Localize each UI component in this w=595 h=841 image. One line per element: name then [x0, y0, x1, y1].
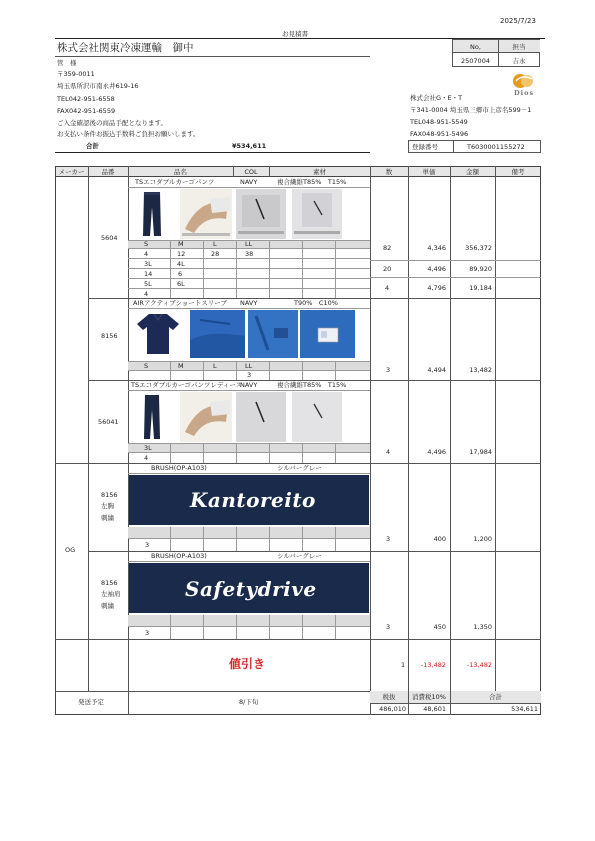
- emb1-amount: 1,200: [473, 535, 492, 543]
- customer-fax: FAX042-951-6559: [57, 107, 116, 115]
- item1-size-4l: 4L: [177, 260, 185, 268]
- footer-totals-line: [370, 703, 541, 704]
- size-grid-line: [236, 361, 237, 380]
- size-grid-line: [128, 278, 370, 279]
- item3-photo-front: [132, 392, 172, 442]
- item1-part-no: 5604: [101, 234, 118, 242]
- emb1-part-no: 8156: [101, 491, 118, 499]
- item2-qty: 3: [386, 366, 391, 374]
- pocket-detail-icon: [292, 189, 342, 239]
- emb1-position: 左胸: [101, 502, 114, 510]
- item1-line1-qty: 82: [383, 244, 392, 252]
- item1-qty-s: 4: [144, 250, 149, 258]
- maker-og-label: OG: [65, 546, 76, 554]
- item1-color: NAVY: [240, 178, 258, 186]
- registration-box: [408, 140, 541, 153]
- item2-amount: 13,482: [469, 366, 492, 374]
- emb1-size-strip: [128, 527, 370, 538]
- grand-total-value: ¥534,611: [232, 142, 267, 150]
- item3-name: TSエコダブルカーゴパンツレディース: [131, 381, 242, 389]
- staff-value: 吉永: [512, 57, 526, 65]
- grand-total-underline: [55, 152, 370, 153]
- item1-qty-5l: 4: [144, 290, 149, 298]
- item1-size-5l: 5L: [144, 280, 152, 288]
- registration-divider: [453, 141, 454, 153]
- staff-label: 担当: [512, 43, 526, 51]
- ship-value: 8/下旬: [239, 698, 259, 706]
- item2-color: NAVY: [240, 299, 258, 307]
- item3-qty: 4: [386, 448, 391, 456]
- col-divider: [269, 166, 270, 177]
- item1-line3-qty: 4: [385, 284, 390, 292]
- col-header-color: COL: [244, 168, 258, 176]
- item1-line3-amount: 19,184: [469, 284, 492, 292]
- emb2-unit: 450: [433, 623, 446, 631]
- col-divider: [88, 166, 89, 691]
- size-grid-line: [128, 248, 370, 249]
- col-header-name: 品名: [174, 168, 187, 176]
- size-grid-line: [335, 615, 336, 639]
- size-grid-line: [269, 443, 270, 463]
- item2-photo-detail-2: [248, 310, 298, 358]
- discount-qty: 1: [401, 661, 406, 669]
- line-divider: [370, 277, 541, 278]
- size-grid-line: [302, 240, 303, 298]
- item3-material: 複合繊維T85% T15%: [277, 381, 347, 389]
- item3-size-header-strip: [128, 443, 370, 452]
- col-header-amount: 金額: [466, 168, 479, 176]
- item2-photo-detail-1: [190, 310, 245, 358]
- emb1-qty: 3: [386, 535, 391, 543]
- item1-line1-unit: 4,346: [427, 244, 446, 252]
- size-grid-line: [128, 288, 370, 289]
- registration-label: 登録番号: [412, 143, 438, 151]
- item1-name-underline: [128, 187, 370, 188]
- item2-name: AIRアクティブショートスリーブ: [133, 299, 227, 307]
- customer-address: 埼玉県所沢市南永井619-16: [57, 82, 139, 90]
- size-grid-line: [269, 361, 270, 380]
- company-name: 株式会社G・E・T: [410, 94, 463, 102]
- item3-photo-detail-3: [292, 392, 342, 442]
- size-grid-line: [335, 361, 336, 380]
- item1-line2-unit: 4,496: [427, 265, 446, 273]
- emb2-method: 刺繍: [101, 602, 114, 610]
- size-grid-line: [203, 443, 204, 463]
- size-grid-line: [302, 443, 303, 463]
- document-date: 2025/7/23: [500, 17, 536, 25]
- item1-size-3l: 3L: [144, 260, 152, 268]
- discount-label: 値引き: [229, 657, 266, 671]
- size-grid-line: [269, 527, 270, 551]
- number-value: 2507004: [461, 57, 490, 65]
- size-grid-line: [170, 527, 171, 551]
- item3-qty-3l: 4: [144, 454, 149, 462]
- pocket-detail-icon: [292, 392, 342, 442]
- size-grid-line: [203, 361, 204, 380]
- company-logo-text: Dios: [514, 89, 535, 97]
- item3-amount: 17,984: [469, 448, 492, 456]
- shirt-detail-icon: [248, 310, 298, 358]
- size-grid-line: [335, 240, 336, 298]
- company-tel: TEL048-951-5549: [410, 118, 468, 126]
- size-grid-line: [128, 538, 370, 539]
- size-grid-line: [170, 240, 171, 298]
- customer-attn: 管 様: [57, 59, 77, 67]
- size-grid-line: [236, 443, 237, 463]
- shirt-detail-icon: [190, 310, 245, 358]
- size-grid-line: [335, 443, 336, 463]
- emb1-size-qty: 3: [145, 541, 150, 549]
- emb1-method: 刺繍: [101, 514, 114, 522]
- item3-size-3l: 3L: [144, 444, 152, 452]
- pants-detail-icon: [180, 189, 232, 239]
- item1-size-m: M: [178, 240, 184, 248]
- col-header-part-no: 品番: [101, 168, 115, 176]
- customer-name-underline: [55, 56, 370, 57]
- number-box: [452, 39, 540, 67]
- size-grid-line: [236, 615, 237, 639]
- size-grid-line: [236, 527, 237, 551]
- item2-name-underline: [128, 308, 370, 309]
- col-header-maker: メーカー: [58, 168, 85, 176]
- item1-photo-detail-1: [180, 189, 232, 239]
- item1-size-ll: LL: [245, 240, 253, 248]
- size-grid-line: [128, 452, 370, 453]
- item2-size-m: M: [178, 362, 184, 370]
- size-grid-line: [269, 615, 270, 639]
- emb2-amount: 1,350: [473, 623, 492, 631]
- item1-name: TSエコダブルカーゴパンツ: [135, 178, 215, 186]
- emb1-font: BRUSH(OP-A103): [151, 464, 207, 472]
- item1-line1-amount: 356,372: [465, 244, 492, 252]
- customer-tel: TEL042-951-6558: [57, 95, 115, 103]
- footer-total-value: 534,611: [511, 705, 538, 713]
- size-grid-line: [170, 615, 171, 639]
- col-divider: [370, 166, 371, 715]
- item1-size-s: S: [144, 240, 149, 248]
- size-grid-line: [203, 527, 204, 551]
- size-grid-line: [128, 626, 370, 627]
- company-address: 〒341-0004 埼玉県三郷市上彦名599－1: [410, 106, 532, 114]
- emb2-position: 左袖肩: [101, 590, 121, 598]
- customer-zip: 〒359-0011: [57, 70, 95, 78]
- item1-photo-front: [132, 189, 172, 239]
- col-header-material: 素材: [313, 168, 326, 176]
- company-fax: FAX048-951-5496: [410, 130, 469, 138]
- pocket-detail-icon: [236, 392, 286, 442]
- emb2-size-strip: [128, 615, 370, 626]
- item1-size-6l: 6L: [177, 280, 185, 288]
- col-header-unit-price: 単価: [422, 168, 436, 176]
- item3-unit: 4,496: [427, 448, 446, 456]
- id-pocket-icon: [300, 310, 355, 358]
- document-title: お見積書: [282, 30, 308, 38]
- item1-photo-detail-3: [292, 189, 342, 239]
- item2-size-ll: LL: [245, 362, 253, 370]
- registration-value: T6030001155272: [467, 143, 525, 151]
- emb2-qty: 3: [386, 623, 391, 631]
- size-grid-line: [302, 527, 303, 551]
- note-payment-fee: お支払い条件お振込手数料ご負担お願いします。: [57, 130, 200, 138]
- item1-qty-m: 12: [177, 250, 186, 258]
- item1-line2-qty: 20: [383, 265, 392, 273]
- pants-icon: [132, 189, 172, 239]
- number-label: No,: [470, 43, 481, 51]
- emb1-thread-color: シルバーグレー: [277, 464, 322, 472]
- line-divider: [370, 260, 541, 261]
- tax-label: 消費税10%: [412, 693, 446, 701]
- item1-line3-unit: 4,796: [427, 284, 446, 292]
- item2-size-l: L: [213, 362, 217, 370]
- item1-size-l: L: [213, 240, 217, 248]
- emb2-part-no: 8156: [101, 579, 118, 587]
- emb2-size-qty: 3: [145, 629, 150, 637]
- size-grid-line: [335, 527, 336, 551]
- item2-part-no: 8156: [101, 332, 118, 340]
- emb1-unit: 400: [433, 535, 446, 543]
- item1-photo-detail-2: [236, 189, 286, 239]
- discount-amount: -13,482: [466, 661, 492, 669]
- item3-part-no: 56041: [98, 418, 119, 426]
- footer-total-label: 合計: [489, 693, 502, 701]
- pretax-label: 税抜: [382, 693, 396, 701]
- row-divider: [55, 639, 541, 640]
- emb2-preview-text: Safetydrive: [185, 577, 317, 601]
- size-grid-line: [236, 240, 237, 298]
- pants-detail-icon: [180, 392, 232, 442]
- tax-value: 48,601: [423, 705, 446, 713]
- pants-icon: [132, 392, 172, 442]
- item2-qty-ll: 3: [247, 371, 252, 379]
- item3-name-underline: [128, 390, 370, 391]
- item1-line2-amount: 89,920: [469, 265, 492, 273]
- item2-material: T90% C10%: [294, 299, 338, 307]
- col-header-qty: 数: [385, 168, 393, 176]
- footer-divider: [128, 691, 129, 715]
- item1-qty-ll: 38: [245, 250, 254, 258]
- note-payment-confirm: ご入金確認後の商品手配となります。: [57, 119, 167, 127]
- item1-qty-3l: 14: [144, 270, 153, 278]
- col-divider: [495, 166, 496, 691]
- item2-unit: 4,494: [427, 366, 446, 374]
- size-grid-line: [269, 240, 270, 298]
- discount-unit: -13,482: [420, 661, 446, 669]
- customer-name: 株式会社関東冷凍運輸 御中: [57, 42, 194, 54]
- size-grid-line: [203, 615, 204, 639]
- item2-photo-detail-3: [300, 310, 355, 358]
- size-grid-line: [203, 240, 204, 298]
- item1-qty-4l: 6: [178, 270, 183, 278]
- pocket-detail-icon: [236, 189, 286, 239]
- emb1-header-underline: [128, 473, 370, 474]
- size-grid-line: [302, 361, 303, 380]
- size-grid-line: [128, 268, 370, 269]
- grand-total-label: 合計: [86, 142, 99, 150]
- company-logo-icon: [510, 72, 538, 90]
- item2-photo-front: [135, 310, 181, 358]
- item3-color: NAVY: [240, 381, 258, 389]
- size-grid-line: [170, 361, 171, 380]
- col-divider: [233, 166, 234, 177]
- size-grid-line: [170, 443, 171, 463]
- item3-photo-detail-2: [236, 392, 286, 442]
- item1-qty-l: 28: [211, 250, 220, 258]
- size-grid-line: [128, 258, 370, 259]
- ship-label: 発送予定: [78, 698, 104, 706]
- item1-material: 複合繊維T85% T15%: [277, 178, 347, 186]
- emb2-font: BRUSH(OP-A103): [151, 552, 207, 560]
- item2-size-s: S: [144, 362, 149, 370]
- col-header-remarks: 備考: [511, 168, 525, 176]
- shirt-icon: [135, 310, 181, 358]
- size-grid-line: [128, 443, 370, 444]
- size-grid-line: [302, 615, 303, 639]
- emb2-thread-color: シルバーグレー: [277, 552, 322, 560]
- pretax-value: 486,010: [379, 705, 406, 713]
- item3-photo-detail-1: [180, 392, 232, 442]
- emb2-header-underline: [128, 561, 370, 562]
- emb1-preview-text: Kantoreito: [190, 488, 316, 512]
